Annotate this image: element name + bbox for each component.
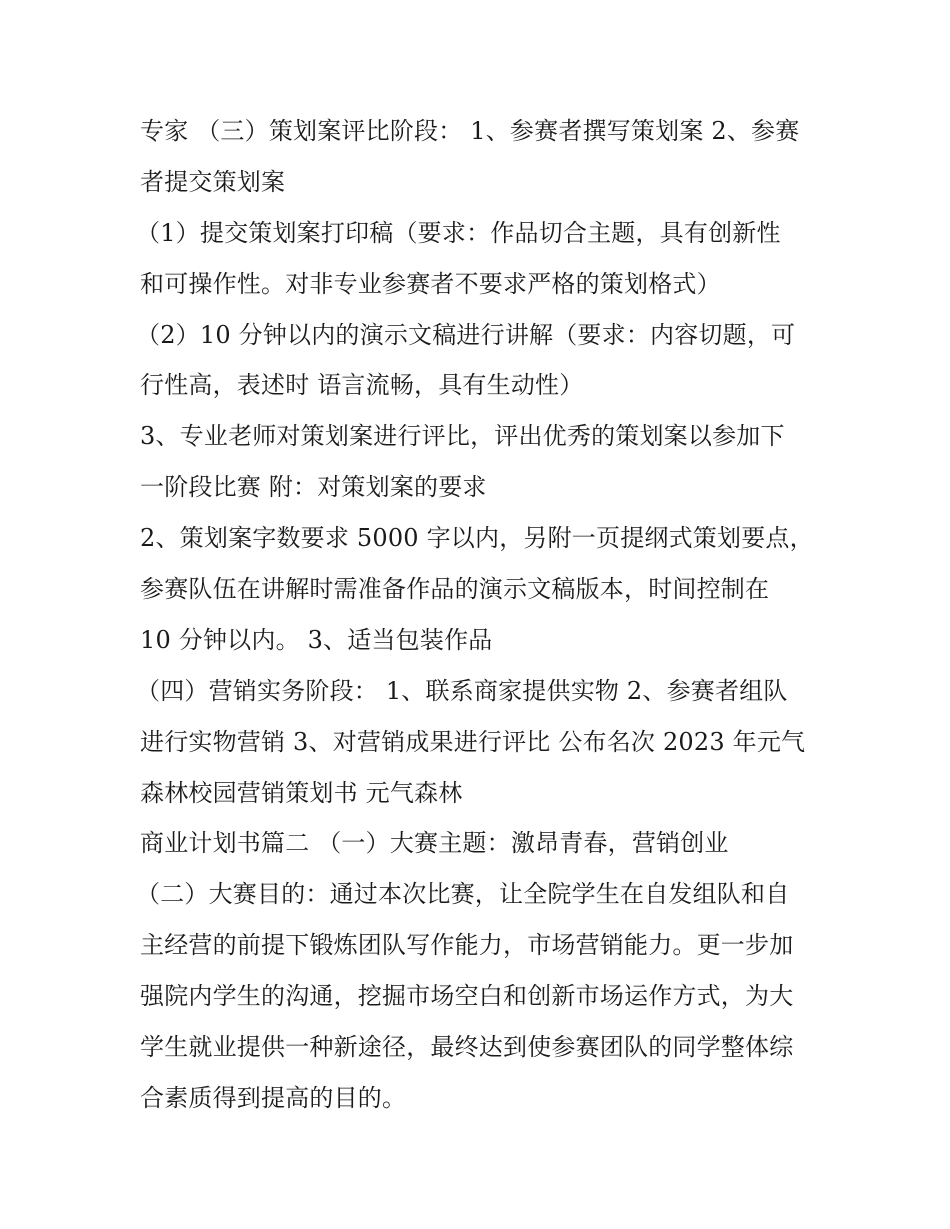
text-line: （2）10 分钟以内的演示文稿进行讲解（要求：内容切题，可: [136, 320, 796, 349]
text-line: （二）大赛目的：通过本次比赛，让全院学生在自发组队和自: [136, 880, 790, 909]
text-line: 主经营的前提下锻炼团队写作能力，市场营销能力。更一步加: [140, 931, 794, 960]
text-line: 强院内学生的沟通，挖掘市场空白和创新市场运作方式，为大: [140, 982, 794, 1011]
text-line: 一阶段比赛 附：对策划案的要求: [140, 473, 487, 502]
text-line: 森林校园营销策划书 元气森林: [140, 778, 463, 807]
text-line: 和可操作性。对非专业参赛者不要求严格的策划格式）: [140, 269, 721, 298]
text-line: 学生就业提供一种新途径，最终达到使参赛团队的同学整体综: [140, 1033, 794, 1062]
text-line: 3、专业老师对策划案进行评比，评出优秀的策划案以参加下: [140, 422, 785, 451]
text-line: 者提交策划案: [140, 167, 286, 196]
text-line: 合素质得到提高的目的。: [140, 1083, 407, 1112]
text-line: 专家 （三）策划案评比阶段： 1、参赛者撰写策划案 2、参赛: [140, 117, 800, 145]
document-body: [136, 106, 820, 1124]
text-line: （四）营销实务阶段： 1、联系商家提供实物 2、参赛者组队: [136, 676, 788, 705]
text-line: 商业计划书篇二 （一）大赛主题：激昂青春，营销创业: [140, 829, 729, 858]
text-line: 参赛队伍在讲解时需准备作品的演示文稿版本，时间控制在: [140, 575, 770, 604]
text-line: 2、策划案字数要求 5000 字以内，另附一页提纲式策划要点，: [140, 524, 814, 553]
text-line: （1）提交策划案打印稿（要求：作品切合主题，具有创新性: [136, 218, 781, 247]
text-line: 进行实物营销 3、对营销成果进行评比 公布名次 2023 年元气: [140, 727, 806, 756]
text-line: 10 分钟以内。 3、适当包装作品: [140, 625, 493, 654]
text-line: 行性高，表述时 语言流畅，具有生动性）: [140, 371, 584, 400]
